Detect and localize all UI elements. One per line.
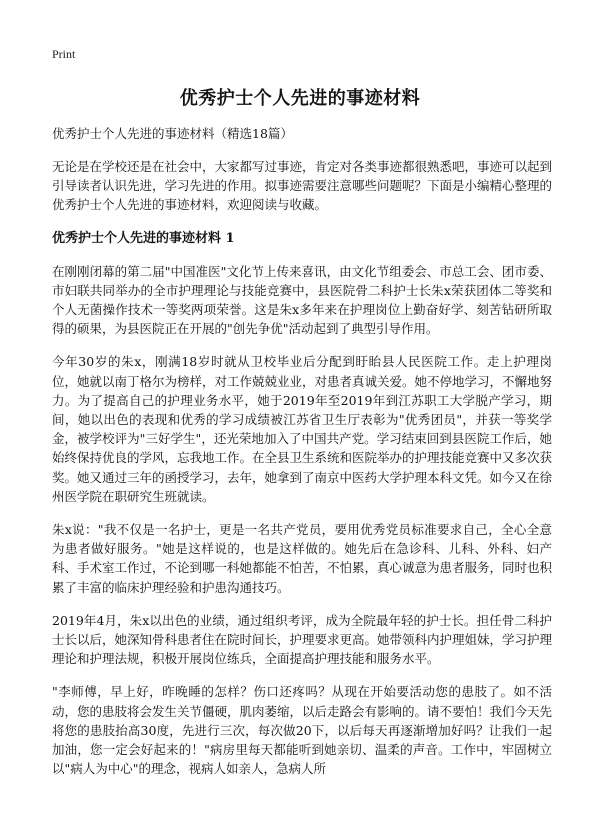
- body-paragraph-1: 在刚刚闭幕的第二届"中国准医"文化节上传来喜讯，由文化节组委会、市总工会、团市委、市妇联共同举办的全市护理理论与技能竞赛中，县医院骨二科护士长朱x荣获团体二等奖和个人无菌操作技术一等奖两项荣誉。这是朱x多年来在护理岗位上勤奋好学、刻苦钻研所取得的硕果，为县医院正在开展的"创先争优"活动起到了典型引导作用。: [52, 263, 552, 337]
- section-heading: 优秀护士个人先进的事迹材料 1: [52, 230, 235, 246]
- body-paragraph-3: 朱x说："我不仅是一名护士，更是一名共产党员，要用优秀党员标准要求自己，全心全意为患者做好服务。"她是这样说的，也是这样做的。她先后在急诊科、儿科、外科、妇产科、手术室工作过，不论到哪一科她都能不怕苦，不怕累，真心诚意为患者服务，同时也积累了丰富的临床护理经验和护患沟通技巧。: [52, 522, 553, 595]
- body-paragraph-5: "李师傅，早上好，昨晚睡的怎样？伤口还疼吗？从现在开始要活动您的患肢了。如不活动，您的患肢将会发生关节僵硬，肌肉萎缩，以后走路会有影响的。请不要怕！我们今天先将您的患肢抬高30度，先进行三次，每次做20下，以后每天再逐渐增加好吗？让我们一起加油，您一定会好起来的！"病房里每天都能听到她亲切、温柔的声音。工作中，牢固树立以"病人为中心"的理念，视病人如亲人，急病人所: [52, 684, 553, 777]
- print-link[interactable]: Print: [52, 47, 76, 61]
- body-paragraph-4: 2019年4月，朱x以出色的业绩，通过组织考评，成为全院最年轻的护士长。担任骨二科护士长以后，她深知骨科患者住在院时间长，护理要求更高。她带领科内护理姐妹，学习护理理论和护理法规，积极开展岗位练兵，全面提高护理技能和服务水平。: [52, 612, 553, 667]
- page-title: 优秀护士个人先进的事迹材料: [179, 88, 421, 109]
- article-body: [52, 124, 552, 792]
- intro-paragraph: 无论是在学校还是在社会中，大家都写过事迹，肯定对各类事迹都很熟悉吧，事迹可以起到引导读者认识先进，学习先进的作用。拟事迹需要注意哪些问题呢？下面是小编精心整理的优秀护士个人先进的事迹材料，欢迎阅读与收藏。: [52, 159, 553, 213]
- article-subtitle: 优秀护士个人先进的事迹材料（精选18篇）: [52, 126, 293, 141]
- body-paragraph-2: 今年30岁的朱x，刚满18岁时就从卫校毕业后分配到盱眙县人民医院工作。走上护理岗位，她就以南丁格尔为榜样，对工作兢兢业业，对患者真诚关爱。她不停地学习，不懈地努力。为了提高自己的护理业务水平，她于2019年至2019年到江苏职工大学脱产学习，期间，她以出色的表现和优秀的学习成绩被江苏省卫生厅表彰为"优秀团员"，并获一等奖学金，被学校评为"三好学生"，还光荣地加入了中国共产党。学习结束回到县医院工作后，她始终保持优良的学风，忘我地工作。在全县卫生系统和医院举办的护理技能竞赛中又多次获奖。她又通过三年的函授学习，去年，她拿到了南京中医药大学护理本科文凭。如今又在徐州医学院在职研究生班就读。: [52, 354, 553, 504]
